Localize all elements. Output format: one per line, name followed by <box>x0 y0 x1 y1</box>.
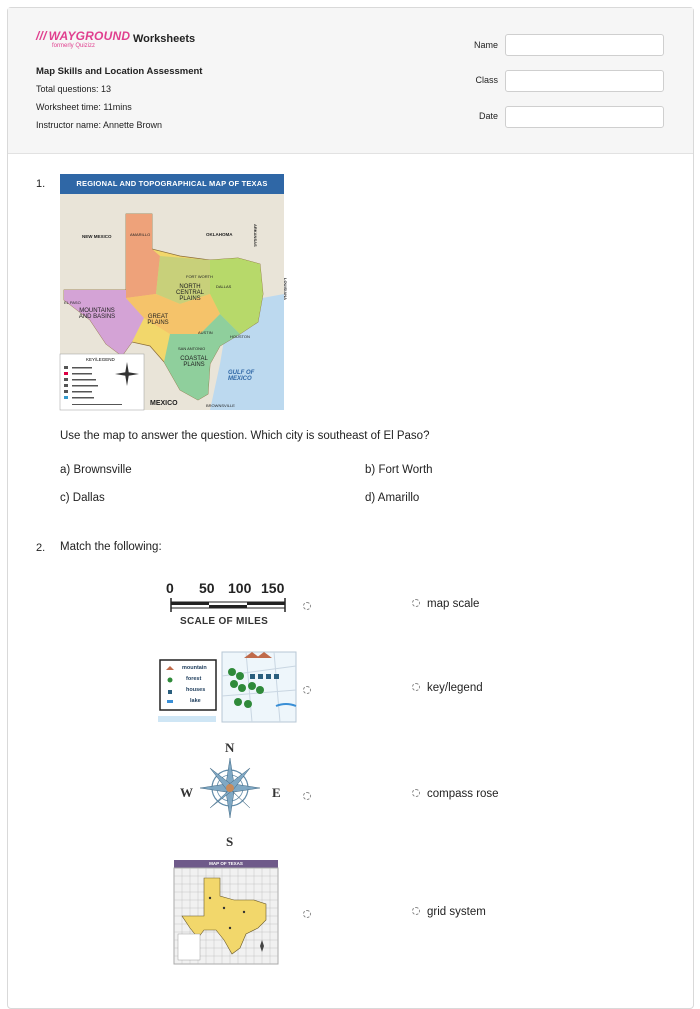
map-key-label: KEY/LEGEND <box>86 357 115 362</box>
map-label-coastal: COASTAL PLAINS <box>180 356 208 368</box>
option-b[interactable] <box>365 464 433 476</box>
instructor-name: Instructor name: Annette Brown <box>36 120 163 130</box>
texas-map-image <box>60 174 288 410</box>
match-left-dot-1[interactable] <box>303 602 311 610</box>
answer-text: key/legend <box>427 682 483 694</box>
map-label-oklahoma: OKLAHOMA <box>206 232 233 237</box>
legend-illustration-svg <box>156 646 298 724</box>
question-2-number: 2. <box>36 542 46 554</box>
answer-text: map scale <box>427 598 480 610</box>
worksheet-header <box>8 8 693 154</box>
match-right-dot-icon <box>412 683 420 691</box>
compass-rose-icon <box>198 756 262 820</box>
map-label-new-mexico: NEW MEXICO <box>82 234 112 239</box>
brand-name: Worksheets <box>133 33 196 45</box>
match-answer-compass-rose[interactable] <box>412 788 499 800</box>
worksheet-page <box>7 7 694 1009</box>
wayground-logo <box>36 29 131 53</box>
grid-system-image <box>174 860 278 964</box>
total-questions: Total questions: 13 <box>36 84 112 94</box>
map-label-austin: AUSTIN <box>198 330 213 335</box>
map-label-mexico: MEXICO <box>150 400 178 407</box>
option-text: Brownsville <box>73 464 132 476</box>
worksheet-time: Worksheet time: 11mins <box>36 102 132 112</box>
compass-w: W <box>180 785 193 800</box>
option-c[interactable] <box>60 492 105 504</box>
match-right-dot-icon <box>412 599 420 607</box>
question-1-number: 1. <box>36 178 46 190</box>
map-label-mountains: MOUNTAINS AND BASINS <box>78 308 116 320</box>
question-1-text: Use the map to answer the question. Which city is southeast of El Paso? <box>60 430 430 442</box>
answer-text: compass rose <box>427 788 499 800</box>
map-label-gulf: GULF OF MEXICO <box>228 370 255 382</box>
map-label-great-plains: GREAT PLAINS <box>147 314 169 326</box>
legend-item-lake: lake <box>190 698 201 704</box>
answer-text: grid system <box>427 906 486 918</box>
option-a[interactable] <box>60 464 132 476</box>
compass-e: E <box>272 785 281 800</box>
map-scale-image <box>166 580 290 632</box>
compass-n: N <box>225 740 235 755</box>
map-label-amarillo: AMARILLO <box>130 232 151 237</box>
scale-tick-50: 50 <box>199 580 215 596</box>
worksheet-title: Map Skills and Location Assessment <box>36 66 203 77</box>
date-field[interactable] <box>505 106 664 128</box>
wayground-mark-icon: /// <box>36 29 47 43</box>
option-letter: b) <box>365 464 376 476</box>
match-left-dot-2[interactable] <box>303 686 311 694</box>
scale-tick-0: 0 <box>166 580 174 596</box>
legend-item-forest: forest <box>186 676 202 682</box>
question-2-text: Match the following: <box>60 541 162 553</box>
option-text: Dallas <box>72 492 105 504</box>
grid-map-title: MAP OF TEXAS <box>174 860 278 868</box>
compass-s: S <box>226 834 234 849</box>
option-text: Amarillo <box>377 492 420 504</box>
map-label-brownsville: BROWNSVILLE <box>206 403 235 408</box>
map-label-fort-worth: FORT WORTH <box>186 274 213 279</box>
map-label-north-central: NORTH CENTRAL PLAINS <box>175 284 204 302</box>
map-label-el-paso: EL PASO <box>64 300 81 305</box>
map-label-dallas: DALLAS <box>216 284 232 289</box>
match-answer-map-scale[interactable] <box>412 598 479 610</box>
match-answer-key-legend[interactable] <box>412 682 483 694</box>
compass-rose-image <box>174 738 286 848</box>
match-right-dot-icon <box>412 907 420 915</box>
legend-item-houses: houses <box>186 687 206 693</box>
map-title: REGIONAL AND TOPOGRAPHICAL MAP OF TEXAS <box>60 174 284 194</box>
logo-text: WAYGROUND <box>48 29 131 43</box>
map-label-arkansas: ARKANSAS <box>253 224 258 247</box>
option-text: Fort Worth <box>378 464 433 476</box>
map-label-houston: HOUSTON <box>230 334 250 339</box>
option-letter: d) <box>365 492 376 504</box>
scale-tick-150: 150 <box>261 580 285 596</box>
name-field[interactable] <box>505 34 664 56</box>
match-right-dot-icon <box>412 789 420 797</box>
option-letter: a) <box>60 464 71 476</box>
map-label-san-antonio: SAN ANTONIO <box>178 346 206 351</box>
class-label: Class <box>475 75 498 85</box>
match-left-dot-3[interactable] <box>303 792 311 800</box>
scale-caption: SCALE OF MILES <box>180 616 269 627</box>
legend-item-mountain: mountain <box>182 665 207 671</box>
option-letter: c) <box>60 492 70 504</box>
name-label: Name <box>473 40 498 50</box>
class-field[interactable] <box>505 70 664 92</box>
map-label-louisiana: LOUISIANA <box>283 278 288 300</box>
key-legend-image <box>156 646 298 724</box>
scale-bar-icon <box>170 598 288 614</box>
match-left-dot-4[interactable] <box>303 910 311 918</box>
match-answer-grid-system[interactable] <box>412 906 486 918</box>
scale-tick-100: 100 <box>228 580 252 596</box>
date-label: Date <box>478 111 498 121</box>
logo-subtitle: formerly Quizizz <box>52 43 96 49</box>
option-d[interactable] <box>365 492 419 504</box>
grid-map-svg <box>174 868 278 964</box>
